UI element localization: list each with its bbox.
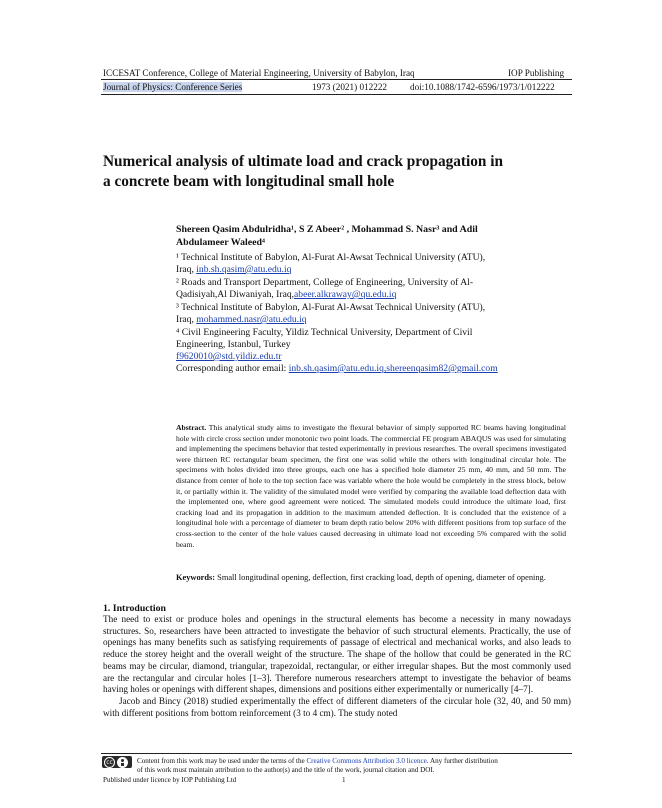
paper-title [103, 152, 573, 192]
license-suffix: . Any further distribution [426, 757, 498, 765]
affiliation-1-line-1: ¹ Technical Institute of Babylon, Al-Furat Al-Awsat Technical University (ATU), [176, 252, 486, 263]
corresponding-label: Corresponding author email: [176, 363, 289, 374]
authors-line-1: Shereen Qasim Abdulridha¹, S Z Abeer² , Mohammad S. Nasr³ and Adil [176, 224, 478, 235]
publisher-licence: Published under licence by IOP Publishing Ltd [103, 776, 237, 784]
corresponding-emails[interactable]: inb.sh.qasim@atu.edu.iq,shereenqasim82@gmail.com [288, 363, 498, 374]
intro-paragraph-2: Jacob and Bincy (2018) studied experimentally the effect of different diameters of the circular hole (32, 40, and 50 mm) with different positions from bottom reinforcement (3 to 4 cm). The study noted [103, 695, 571, 718]
keywords [176, 572, 566, 583]
abstract [176, 423, 566, 550]
license-link[interactable]: Creative Commons Attribution 3.0 licence [306, 757, 427, 765]
authors-line-2: Abdulameer Waleed⁴ [176, 237, 266, 248]
header-rule-top [101, 79, 572, 80]
affiliation-1-country: Iraq, [176, 264, 197, 275]
conference-name: ICCESAT Conference, College of Material Engineering, University of Babylon, Iraq [103, 68, 415, 78]
journal-name: Journal of Physics: Conference Series [103, 82, 243, 92]
footer-rule [101, 753, 572, 754]
header-rule-bottom [101, 94, 572, 95]
affiliation-4-line-1: ⁴ Civil Engineering Faculty, Yildiz Technical University, Department of Civil [176, 327, 473, 338]
affiliation-1-email[interactable]: inb.sh.qasim@atu.edu.iq [196, 264, 292, 275]
intro-paragraph-1: The need to exist or produce holes and openings in the structural elements has become a necessity in many nowadays structures. So, researchers have been attracted to investigate the behavior of such structural elements. Practically, the use of openings has many benefits such as satisfying requirements of passage of electrical and mechanical works, and also leads to reduce the storey height and the overall weight of the structure. The shape of the hollow that could be generated in the RC beams may be circular, diamond, triangular, trapezoidal, rectangular, or either irregular shapes. But the most commonly used are the rectangular and circular holes [1–3]. Therefore numerous researchers attempt to investigate the behavior of beams having holes or openings with different shapes, dimensions and positions either experimentally or numerically [4–7]. [103, 614, 571, 695]
affiliation-2-line-2 [176, 289, 396, 301]
keywords-text: Small longitudinal opening, deflection, first cracking load, depth of opening, diameter of opening. [217, 573, 546, 582]
title-line-1: Numerical analysis of ultimate load and crack propagation in [103, 153, 504, 170]
license-prefix: Content from this work may be used under the terms of the [137, 757, 307, 765]
cc-icon: cc [104, 757, 115, 768]
affiliation-4-line-2: Engineering, Istanbul, Turkey [176, 339, 291, 350]
affiliation-2-location: Qadisiyah,Al Diwaniyah, Iraq, [176, 289, 295, 300]
affiliation-3-country: Iraq, [176, 314, 197, 325]
affiliation-1-line-2 [176, 264, 291, 276]
introduction-body [103, 614, 571, 719]
page-number: 1 [342, 776, 346, 784]
title-line-2: a concrete beam with longitudinal small hole [103, 173, 395, 190]
license-line-1 [137, 757, 498, 765]
section-heading: 1. Introduction [103, 603, 166, 614]
affiliation-2-email[interactable]: abeer.alkraway@qu.edu.iq [294, 289, 397, 300]
cc-by-license-icon[interactable] [102, 756, 132, 768]
abstract-label: Abstract. [176, 423, 207, 432]
license-line-2: of this work must maintain attribution to the author(s) and the title of the work, journal citation and DOI. [137, 766, 435, 774]
affiliation-4-email[interactable]: f9620010@std.yildiz.edu.tr [176, 351, 282, 362]
affiliation-3-email[interactable]: mohammed.nasr@atu.edu.iq [196, 314, 307, 325]
affiliation-2-line-1: ² Roads and Transport Department, College of Engineering, University of Al- [176, 277, 474, 288]
publisher-name: IOP Publishing [508, 68, 565, 78]
citation: 1973 (2021) 012222 [312, 82, 388, 92]
affiliation-3-line-2 [176, 314, 307, 326]
keywords-label: Keywords: [176, 573, 216, 582]
abstract-text: This analytical study aims to investigate the flexural behavior of simply supported RC beams having longitudinal hole with circle cross section under monotonic two point loads. The commercial FE program ABAQUS was used for simulating and implementing the specimens behavior that tested experimentally in previous researches. The overall specimens investigated were thirteen RC rectangular beam specimen, the first one was solid while the others with longitudinal circular hole. The specimens with holes divided into three groups, each one has a specified hole diameter 25 mm, 40 mm, and 50 mm. The distance from center of hole to the top section face was variable where the hole would be completely in the stress block, below it, or partially within it. The validity of the simulated model were verified by comparing the available load deflection data with the implemented one, where good agreement were noticed. The simulated models could introduce the ultimate load, first cracking load and its propagation in addition to the maximum attended deflection. It is concluded that the existence of a longitudinal hole with a percentage of diameter to beam depth ratio below 20% with different positions from top surface of the cross-section to the center of the hole values caused decreasing in ultimate load not exceeding 5% compared with the solid beam. [176, 423, 566, 549]
affiliation-3-line-1: ³ Technical Institute of Babylon, Al-Furat Al-Awsat Technical University (ATU), [176, 302, 486, 313]
author-list [176, 223, 556, 249]
doi: doi:10.1088/1742-6596/1973/1/012222 [410, 82, 555, 92]
attribution-icon [117, 757, 128, 768]
corresponding-author [176, 363, 498, 375]
